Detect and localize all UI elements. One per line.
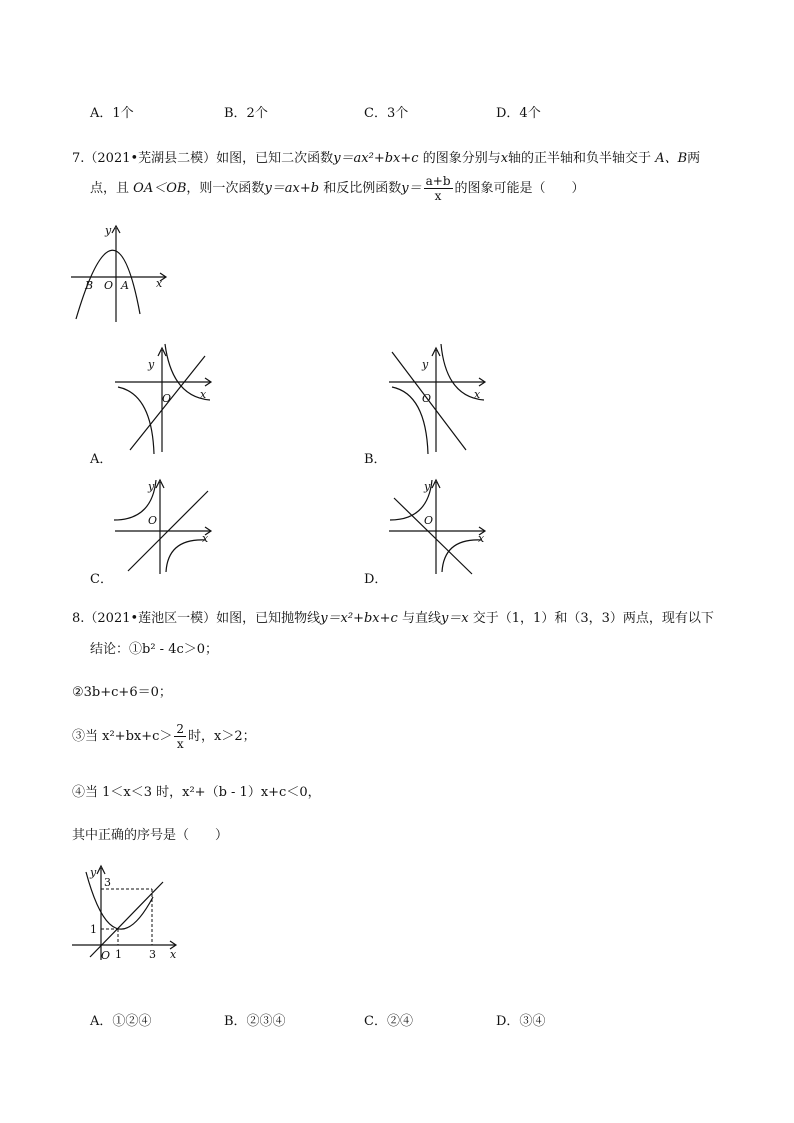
q8-question: 其中正确的序号是（ ） [72, 828, 229, 843]
q8-conclusion-3 [72, 722, 256, 751]
q8-line1 [72, 607, 714, 626]
q6-option-c: C．3个 [364, 106, 409, 121]
q7-text: 和反比例函数 [323, 181, 402, 196]
q7-text: 的图象分别与 [422, 151, 501, 166]
q7-number: 7. [72, 151, 85, 166]
q8-text: 与直线 [401, 611, 441, 626]
q7-quadratic: y＝ax²+bx+c [333, 151, 419, 166]
y-label: y [148, 358, 155, 371]
label-b: B [85, 279, 94, 292]
hyperbola-branch-2 [166, 540, 206, 572]
q7-text: 点，且 [90, 181, 130, 196]
q7-line2 [90, 174, 585, 203]
q7-option-b-graph [384, 342, 494, 454]
o-label: O [422, 392, 432, 405]
q8-conclusion-4: ④当 1＜x＜3 时，x²+（b - 1）x+c＜0， [72, 785, 321, 800]
q8-conclusion-1: 结论：①b² - 4c＞0； [90, 642, 219, 657]
q7-points: A、B [655, 151, 688, 166]
q7-fraction [424, 174, 453, 203]
x-label: x [474, 388, 481, 401]
q8-figure [68, 862, 183, 964]
q8-line-eq: y＝x [440, 611, 469, 626]
q7-text: 的图象可能是（ ） [454, 181, 585, 196]
q8-frac-den: x [176, 737, 184, 751]
q7-option-b-letter: B． [364, 452, 387, 467]
o-label: O [101, 949, 111, 962]
q7-option-a-letter: A． [90, 452, 113, 467]
tick-x3: 3 [149, 948, 156, 961]
q7-option-d-graph [384, 476, 494, 576]
q8-source: （2021•莲池区一模） [84, 611, 217, 626]
x-label: x [202, 532, 209, 545]
tick-x1: 1 [115, 948, 122, 961]
line-graph [394, 498, 472, 574]
q7-condition: OA＜OB [133, 181, 187, 196]
label-a: A [121, 279, 129, 292]
x-label: x [156, 277, 163, 290]
q7-source: （2021•芜湖县二模） [84, 151, 217, 166]
q7-y: y＝ [401, 181, 422, 196]
q7-frac-den: x [434, 189, 442, 203]
q8-frac-num: 2 [176, 722, 185, 736]
q8-text: 如图，已知抛物线 [216, 611, 321, 626]
o-label: O [148, 514, 158, 527]
hyperbola-branch-2 [118, 387, 154, 454]
q7-frac-num: a+b [425, 174, 451, 188]
q6-option-d: D．4个 [496, 106, 541, 121]
q7-text: 轴的正半轴和负半轴交于 [508, 151, 652, 166]
q8-conclusion-2: ②3b+c+6＝0； [72, 685, 172, 700]
x-label: x [478, 532, 485, 545]
q8-option-c: C．②④ [364, 1014, 413, 1029]
q8-text: ③当 x²+bx+c＞ [72, 729, 173, 744]
q6-option-b: B．2个 [224, 106, 268, 121]
q8-option-a: A．①②④ [90, 1014, 152, 1029]
o-label: O [424, 514, 434, 527]
q7-text: 如图，已知二次函数 [216, 151, 334, 166]
q8-text: 交于（1，1）和（3，3）两点，现有以下 [472, 611, 714, 626]
y-label: y [105, 224, 112, 237]
tick-y3: 3 [104, 876, 111, 889]
q8-option-d: D．③④ [496, 1014, 546, 1029]
parabola-curve [86, 872, 153, 929]
q8-number: 8. [72, 611, 85, 626]
q7-option-d-letter: D． [364, 572, 388, 587]
x-label: x [200, 388, 207, 401]
q8-fraction [174, 722, 186, 751]
q7-option-c-letter: C． [90, 572, 113, 587]
q7-line1 [72, 147, 700, 166]
y-label: y [148, 480, 155, 493]
q8-text: 时，x＞2； [188, 729, 256, 744]
o-label: O [162, 392, 172, 405]
q7-parabola-figure [68, 224, 173, 326]
q7-option-a-graph [110, 342, 220, 454]
q7-text: 两 [687, 151, 701, 166]
q7-linear: y＝ax+b [264, 181, 320, 196]
y-label: y [90, 866, 97, 879]
q6-option-a: A．1个 [90, 106, 134, 121]
q8-option-b: B．②③④ [224, 1014, 286, 1029]
hyperbola-branch-2 [442, 540, 482, 572]
x-label: x [170, 948, 177, 961]
q7-x: x [500, 151, 509, 166]
q7-option-c-graph [110, 476, 220, 576]
y-label: y [422, 358, 429, 371]
label-o: O [104, 279, 114, 292]
q8-parabola-eq: y＝x²+bx+c [320, 611, 398, 626]
q7-text: ，则一次函数 [186, 181, 265, 196]
y-label: y [424, 480, 431, 493]
tick-y1: 1 [90, 923, 97, 936]
